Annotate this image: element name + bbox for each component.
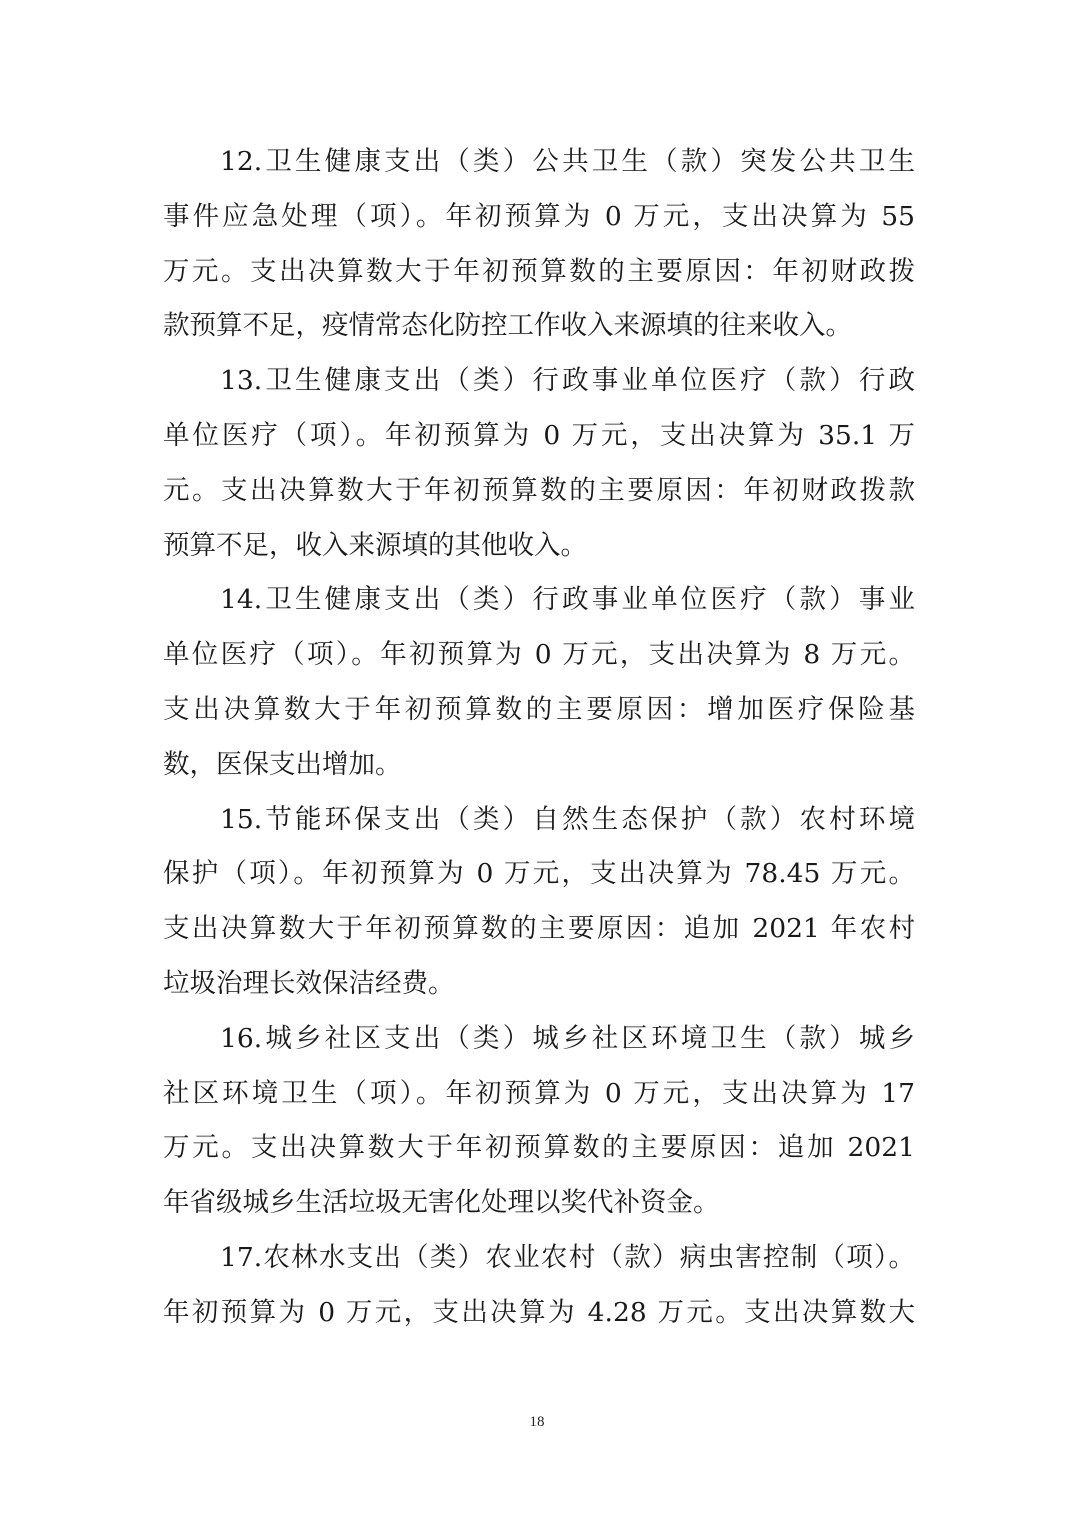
text-line: 万元。支出决算数大于年初预算数的主要原因：年初财政拨: [163, 255, 915, 287]
text-line: 预算不足，收入来源填的其他收入。: [163, 529, 587, 561]
text-line: 17.农林水支出（类）农业农村（款）病虫害控制（项）。: [220, 1241, 915, 1273]
text-line: 支出决算数大于年初预算数的主要原因：追加 2021 年农村: [163, 913, 915, 945]
text-line: 款预算不足，疫情常态化防控工作收入来源填的往来收入。: [163, 310, 852, 342]
text-line: 13.卫生健康支出（类）行政事业单位医疗（款）行政: [220, 365, 915, 397]
paragraph-item-15: [163, 793, 915, 1012]
text-line: 15.节能环保支出（类）自然生态保护（款）农村环境: [220, 803, 915, 835]
text-line: 单位医疗（项）。年初预算为 0 万元，支出决算为 35.1 万: [163, 419, 915, 451]
text-line: 万元。支出决算数大于年初预算数的主要原因：追加 2021: [163, 1132, 915, 1164]
text-line: 14.卫生健康支出（类）行政事业单位医疗（款）事业: [220, 584, 915, 616]
paragraph-item-12: [163, 135, 915, 354]
page-number: 18: [529, 1414, 545, 1430]
text-line: 年省级城乡生活垃圾无害化处理以奖代补资金。: [163, 1187, 720, 1219]
paragraph-item-17: [163, 1231, 915, 1341]
text-line: 数，医保支出增加。: [163, 748, 402, 780]
text-line: 元。支出决算数大于年初预算数的主要原因：年初财政拨款: [163, 474, 915, 506]
text-line: 保护（项）。年初预算为 0 万元，支出决算为 78.45 万元。: [163, 858, 915, 890]
document-body: [163, 135, 915, 1341]
paragraph-item-13: [163, 354, 915, 573]
paragraph-item-16: [163, 1012, 915, 1231]
text-line: 年初预算为 0 万元，支出决算为 4.28 万元。支出决算数大: [163, 1296, 915, 1328]
text-line: 事件应急处理（项）。年初预算为 0 万元，支出决算为 55: [163, 200, 915, 232]
text-line: 支出决算数大于年初预算数的主要原因：增加医疗保险基: [163, 693, 915, 725]
text-line: 社区环境卫生（项）。年初预算为 0 万元，支出决算为 17: [163, 1077, 915, 1109]
paragraph-item-14: [163, 573, 915, 792]
text-line: 垃圾治理长效保洁经费。: [163, 967, 455, 999]
text-line: 16.城乡社区支出（类）城乡社区环境卫生（款）城乡: [220, 1022, 915, 1054]
text-line: 单位医疗（项）。年初预算为 0 万元，支出决算为 8 万元。: [163, 639, 915, 671]
text-line: 12.卫生健康支出（类）公共卫生（款）突发公共卫生: [220, 146, 915, 177]
